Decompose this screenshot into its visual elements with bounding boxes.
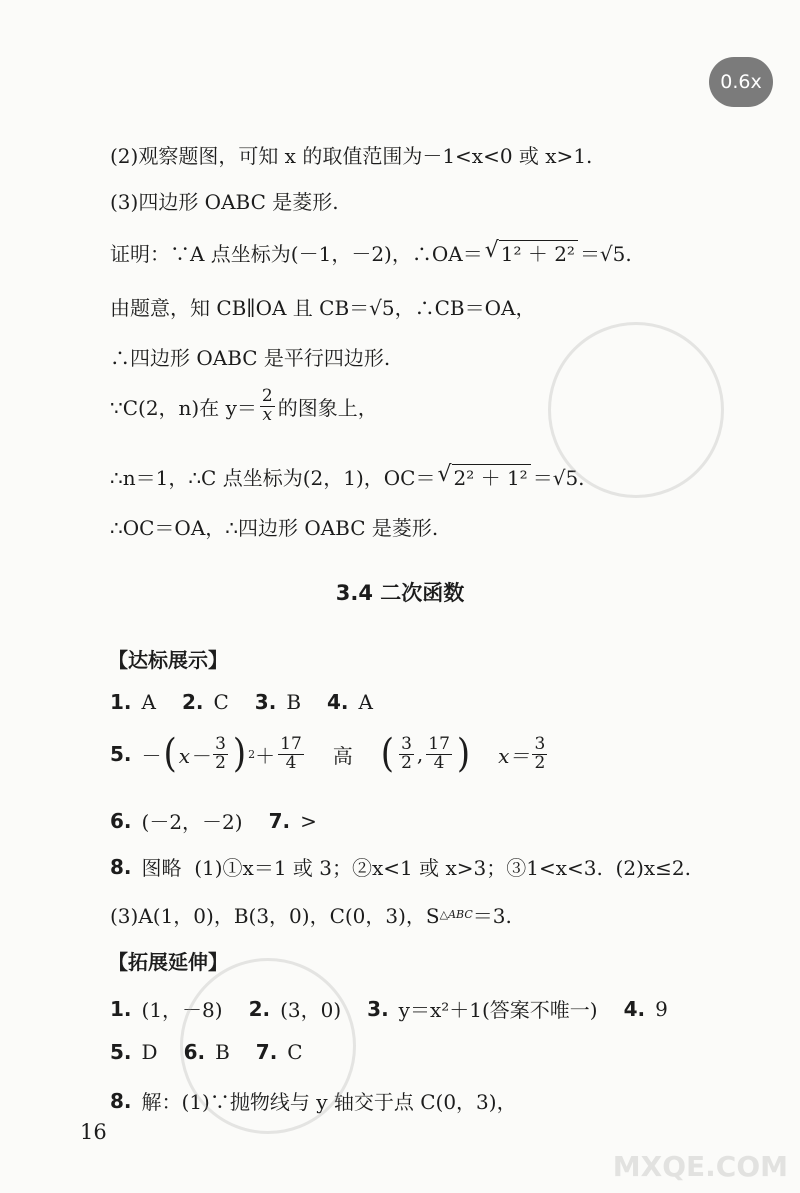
text-line-7: ∴n＝1，∴C 点坐标为(2，1)，OC＝ √ 2² ＋ 1² ＝√5. <box>110 462 585 490</box>
zoom-level-badge[interactable]: 0.6x <box>709 57 773 107</box>
text-line-8: ∴OC＝OA，∴四边形 OABC 是菱形. <box>110 516 439 540</box>
site-watermark: MXQE.COM <box>612 1150 788 1183</box>
text-line-2: (3)四边形 OABC 是菱形. <box>110 190 339 214</box>
text-line-3: 证明：∵A 点坐标为(－1，－2)，∴OA＝ √ 1² ＋ 2² ＝√5. <box>110 238 632 266</box>
text-line-6: ∵C(2，n)在 y＝ $\frac{2}{x}$ 的图象上， <box>110 386 378 425</box>
fraction: $\frac{2}{x}$ <box>261 386 273 425</box>
answer-row-8: 8. 图略 (1)①x＝1 或 3；②x<1 或 x>3；③1<x<3. (2)x≤2. <box>110 854 692 880</box>
text-line-4: 由题意，知 CB∥OA 且 CB＝√5，∴CB＝OA， <box>110 296 536 320</box>
answer-row-6: 6. (－2，－2) 7. > <box>110 808 317 834</box>
section-title-standard: 【达标展示】 <box>108 648 228 672</box>
extension-row-2: 5. D 6. B 7. C <box>110 1040 303 1064</box>
answer-row-8-cont: (3)A(1，0)，B(3，0)，C(0，3)，S △ABC ＝3. <box>110 904 512 928</box>
answer-row-1: 1. A 2. C 3. B 4. A <box>110 690 373 714</box>
section-title-extension: 【拓展延伸】 <box>108 950 228 974</box>
extension-row-8: 8. 解：(1)∵抛物线与 y 轴交于点 C(0，3)， <box>110 1088 517 1114</box>
sqrt-expression: √ 2² ＋ 1² <box>437 464 530 489</box>
stamp-mark <box>548 322 724 498</box>
page-number: 16 <box>80 1120 107 1144</box>
stamp-mark <box>180 958 356 1134</box>
answer-row-5: 5. － ( x－ $\frac{3}{2}$ ) 2 ＋ $\frac{17}{4}$ 高 ( $\frac{3}{2}$ , $\frac{17}{4}$ ) x＝ $\frac{3}{2}$ <box>110 731 546 778</box>
section-heading: 3.4 二次函数 <box>335 581 465 605</box>
extension-row-1: 1. (1，－8) 2. (3，0) 3. y＝x²＋1(答案不唯一) 4. 9 <box>110 996 668 1022</box>
text-line-5: ∴四边形 OABC 是平行四边形. <box>110 346 391 370</box>
sqrt-expression: √ 1² ＋ 2² <box>485 240 578 265</box>
text-line-1: (2)观察题图，可知 x 的取值范围为－1<x<0 或 x>1. <box>110 144 593 168</box>
